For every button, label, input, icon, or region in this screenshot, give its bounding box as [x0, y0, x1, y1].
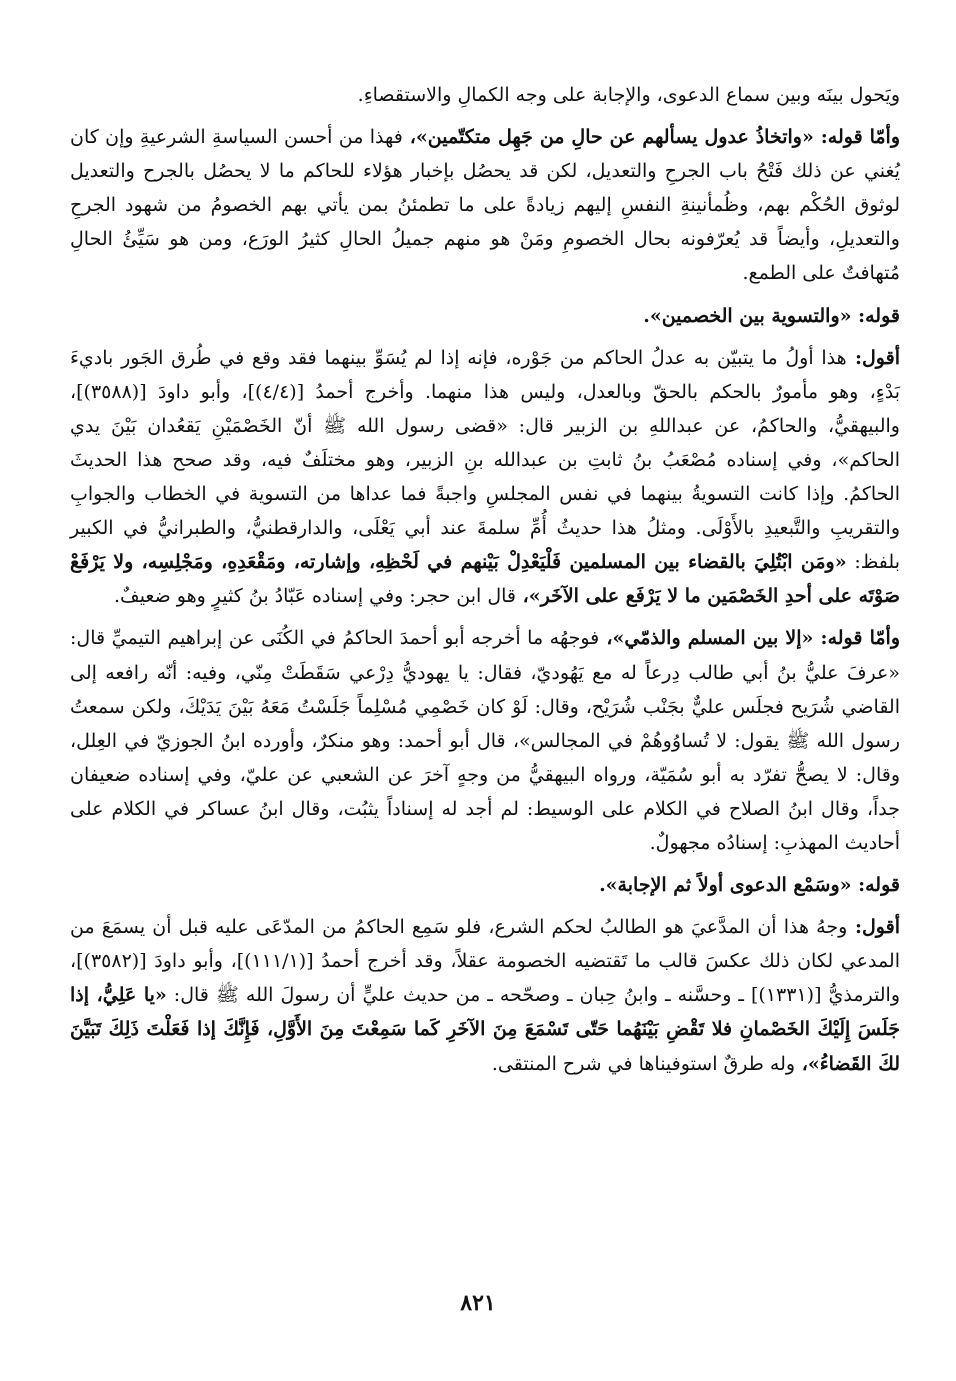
paragraph-p6 — [70, 868, 900, 902]
paragraph-p3 — [70, 299, 900, 333]
paragraph-p2 — [70, 120, 900, 290]
bold-text-segment: أقول: — [847, 916, 900, 939]
page-body — [70, 78, 900, 1089]
bold-text-segment: وأمّا قوله: «واتخاذُ عدول يسألهم عن حالِ من جَهِل متكتّمين»، — [402, 126, 900, 149]
text-segment: ويَحول بينَه وبين سماع الدعوى، والإجابة على وجه الكمالِ والاستقصاءِ. — [357, 84, 900, 106]
text-segment: فهذا من أحسن السياسةِ الشرعيةِ وإن كان يُغني عن ذلك فَتْحُ باب الجرحِ والتعديل، لكن قد يحصُل بإخبار هؤلاء للحاكم ما لا يحصُل بالجرح والتعديل لوثوق الحُكْم بهم، وظُمأنينةِ النفسِ إليهم زيادةً على ما تطمئنُ بمن يأتي بهم الخصومُ من شهود الجرحِ والتعديلِ، وأيضاً قد يُعرّفونه بحال الخصومِ ومَنْ هو منهم جميلُ الحالِ كثيرُ الورَع، ومن هو سَيِّئُ الحالِ مُتهافتٌ على الطمع. — [70, 126, 900, 285]
text-segment: وله طرقٌ استوفيناها في شرح المنتقى. — [491, 1052, 796, 1075]
paragraph-p5 — [70, 621, 900, 860]
text-segment: وجهُ هذا أن المدَّعيَ هو الطالبُ لحكم الشرع، فلو سَمِع الحاكمُ من المدّعَى عليه قبل أن يسمَعَ من المدعي لكان ذلك عكسَ قالب ما تَقتضيه الخصومة عقلاً، وقد أخرج أحمدُ [(١١١/١)]، وأبو داودَ [(٣٥٨٢)]، والترمذيُّ [(١٣٣١)] ـ وحسَّنه ـ وابنُ حِبان ـ وصحّحه ـ من حديث عليٍّ أن رسولَ الله ﷺ قال: — [70, 916, 901, 1007]
bold-text-segment: أقول: — [846, 346, 900, 369]
bold-text-segment: «يا عَلِيُّ، إذا جَلَسَ إِلَيْكَ الخَصْمانِ فلا تَقْضِ بَيْنَهُما حَتّى تَسْمَعَ مِنَ الآخَرِ كَما سَمِعْتَ مِنَ الأَوَّلِ، فَإِنَّكَ إذا فَعَلْتَ ذَلِكَ تَبَيَّنَ لكَ القَضاءُ»، — [70, 984, 900, 1075]
paragraph-p4 — [70, 341, 900, 614]
bold-text-segment: قوله: «والتسوية بين الخصمين». — [643, 304, 900, 327]
bold-text-segment: «ومَن ابْتُلِيَ بالقضاء بين المسلمين فَلْيَعْدِلْ بَيْنهم في لَحْظِهِ، وإشارته، ومَقْعَدِهِ، ومَجْلِسِه، ولا يَرْفَعْ صَوْتَه على أحدِ الخَصْمَين ما لا يَرْفَع على الآخَر»، — [70, 551, 900, 608]
bold-text-segment: قوله: «وسَمْع الدعوى أولاً ثم الإجابة». — [599, 874, 900, 897]
text-segment: هذا أولُ ما يتبيّن به عدلُ الحاكم من جَوْره، فإنه إذا لم يُسَوِّ بينهما فقد وقع في طُرق الجَور باديءَ بَدْءٍ، وهو مأمورٌ بالحكم بالحقّ وبالعدل، وليس هذا منهما. وأخرج أحمدُ [(٤/٤)]، وأبو داودَ [(٣٥٨٨)]، والبيهقيُّ، والحاكمُ، عن عبداللهِ بن الزبير قال: «قضى رسول الله ﷺ أنّ الخَصْمَيْنِ يَقعُدان بَيْنَ يدي الحاكم»، وفي إسناده مُصْعَبُ بنُ ثابتِ بن عبدالله بنِ الزبير، وهو مختلَفٌ فيه، وقد صحح هذا الحديثَ الحاكمُ. وإذا كانت التسويةُ بينهما في نفس المجلسِ واجبةً فما عداها من التسوية في الخطاب والجوابِ والتقريبِ والتَّبعيدِ بالأَوْلَى. ومثلُ هذا حديثُ أُمِّ سلمةَ عند أبي يَعْلَى، والدارقطنيُّ، والطبرانيُّ في الكبير بلفظ: — [70, 346, 900, 574]
bold-text-segment: وأمّا قوله: «إلا بين المسلم والذمّي»، — [599, 627, 900, 650]
text-segment: قال ابن حجر: وفي إسناده عَبّادُ بنُ كثيرٍ وهو ضعيفٌ. — [113, 585, 516, 608]
paragraph-p7 — [70, 910, 900, 1080]
text-segment: فوجهُه ما أخرجه أبو أحمدَ الحاكمُ في الكُنَى عن إبراهيم التيميِّ قال: «عرفَ عليُّ بنُ أبي طالب دِرعاً له مع يَهُوديّ، فقال: يا يهوديُّ دِرْعي سَقَطَتْ مِنّي، وفيه: أنّه رافعه إلى القاضي شُرَيح فجلَس عليٌّ بجَنْب شُرَيْح، وقال: لَوْ كان خَصْمِي مُسْلِماً جَلَسْتُ مَعَهُ بَيْنَ يَدَيْكَ، ولكن سمعتُ رسول الله ﷺ يقول: لا تُساوُوهُمْ في المجالس»، قال أبو أحمد: وهو منكرٌ، وأورده ابنُ الجوزيّ في العِلل، وقال: لا يصحُّ تفرّد به أبو سُمَيّة، ورواه البيهقيُّ من وجهٍ آخرَ عن الشعبي عن عليّ، وفي إسناده ضعيفان جداً، وقال ابنُ الصلاح في الكلام على الوسيط: لم أجد له إسناداً يثبُت، وقال ابنُ عساكر في الكلام على أحاديث المهذبِ: إسنادُه مجهولٌ. — [70, 627, 900, 854]
page-number: ٨٢١ — [460, 1290, 496, 1316]
paragraph-p1 — [70, 78, 900, 112]
